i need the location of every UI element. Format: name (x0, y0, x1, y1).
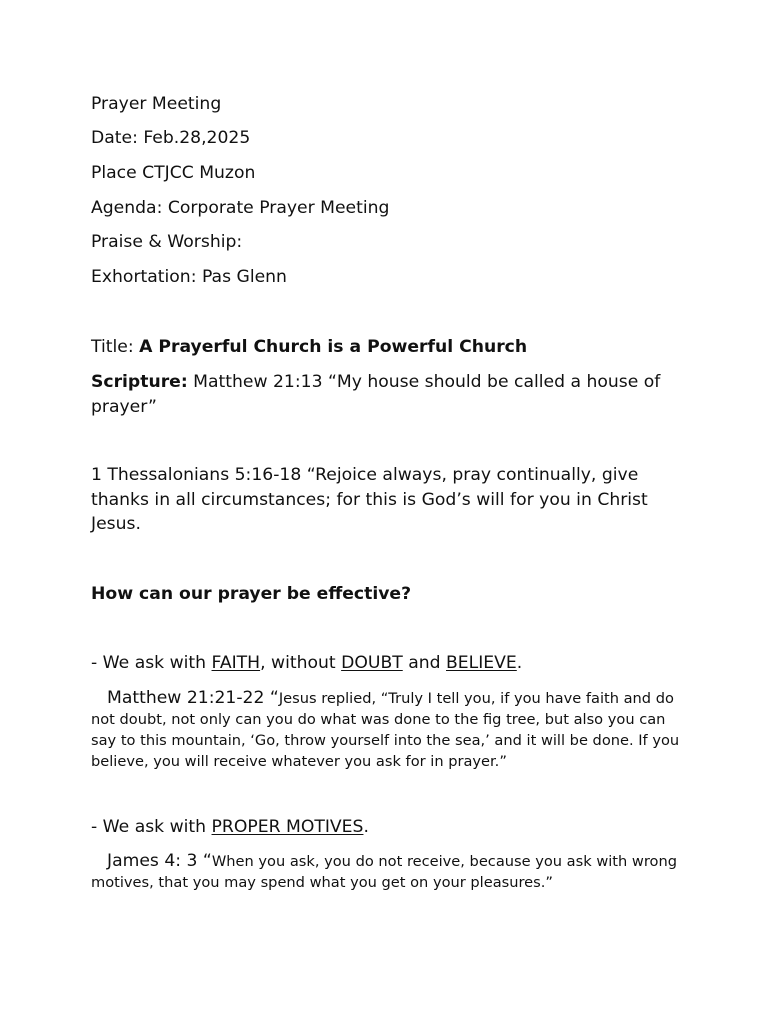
meeting-heading: Prayer Meeting (91, 94, 222, 114)
doubt-word: DOUBT (341, 653, 403, 673)
thessalonians-verse: 1 Thessalonians 5:16-18 “Rejoice always, pray continually, give thanks in all circumstances; for this is God’s will for you in Christ Jesus. (91, 465, 648, 534)
point-motives-prefix: - We ask with (91, 817, 212, 837)
praise-worship: Praise & Worship: (91, 232, 243, 252)
section-question (91, 582, 411, 606)
question-text: How can our prayer be effective? (91, 584, 412, 604)
faith-word: FAITH (211, 653, 261, 673)
matthew-quote (91, 688, 691, 772)
point-faith (91, 651, 522, 675)
scripture-text: Matthew 21:13 “My house should be called a house of prayer” (91, 372, 661, 417)
point-faith-mid2: and (402, 653, 447, 673)
proper-motives-word: PROPER MOTIVES (211, 817, 364, 837)
scripture-label: Scripture: (91, 372, 188, 392)
meeting-agenda: Agenda: Corporate Prayer Meeting (91, 198, 390, 218)
point-faith-mid1: , without (260, 653, 342, 673)
exhortation: Exhortation: Pas Glenn (91, 267, 287, 287)
title-text: A Prayerful Church is a Powerful Church (139, 337, 528, 357)
matthew-quote-text: Jesus replied, “Truly I tell you, if you have faith and do not doubt, not only can you do what was done to the fig tree, but also you can say to this mountain, ‘Go, throw yourself into the sea,’ and it will be done. If you believe, you will receive whatever you ask for in prayer.” (91, 690, 680, 770)
scripture (91, 370, 691, 419)
sermon-title (91, 335, 527, 359)
title-label: Title: (91, 337, 140, 357)
james-quote (91, 851, 691, 893)
james-quote-ref: James 4: 3 “ (107, 851, 212, 871)
james-quote-text: When you ask, you do not receive, because you ask with wrong motives, that you may spend what you get on your pleasures.” (91, 853, 677, 891)
meeting-place: Place CTJCC Muzon (91, 163, 256, 183)
point-faith-end: . (516, 653, 523, 673)
point-faith-prefix: - We ask with (91, 653, 212, 673)
point-motives-end: . (363, 817, 369, 837)
matthew-quote-ref: Matthew 21:21-22 “ (107, 688, 279, 708)
meeting-date: Date: Feb.28,2025 (91, 128, 251, 148)
believe-word: BELIEVE (446, 653, 517, 673)
point-motives (91, 815, 369, 839)
